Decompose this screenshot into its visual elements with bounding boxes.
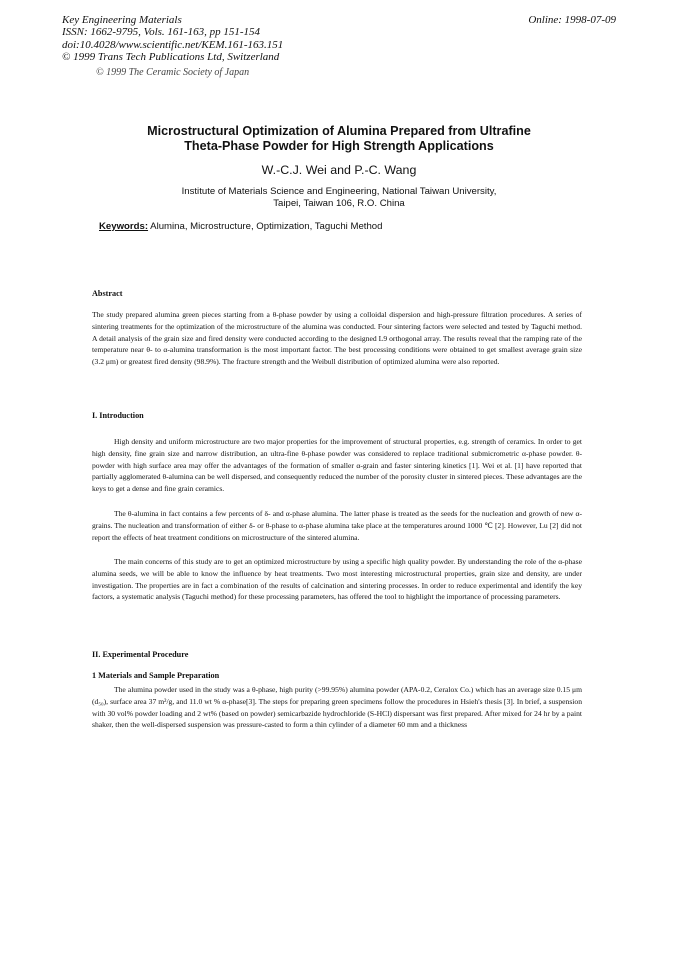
abstract-heading: Abstract <box>92 289 123 298</box>
materials-subheading: 1 Materials and Sample Preparation <box>92 671 220 680</box>
journal-header <box>62 14 283 64</box>
experimental-heading: II. Experimental Procedure <box>92 650 189 659</box>
keywords-label: Keywords: <box>99 221 149 232</box>
introduction-heading: I. Introduction <box>92 411 144 420</box>
affiliation <box>60 186 618 210</box>
intro-paragraph-2: The θ-alumina in fact contains a few percents of δ- and α-phase alumina. The latter phase is treated as the seeds for the nucleation and growth of new α-grains. The nucleation and transformation of either δ- or θ-phase to α-phase alumina take place at the temperatures around 1000 ℃ [2]. However, Lu [2] did not report the effects of heat treatment conditions on microstructure of the sintered alumina. <box>92 509 582 542</box>
experimental-paragraph-1: The alumina powder used in the study was a θ-phase, high purity (>99.95%) alumina powder (APA-0.2, Ceralox Co.) which has an average size 0.15 μm (d₅₀), surface area 37 m²/g, and 11.0 wt % α-phase[3]. The steps for preparing green specimens follow the procedures in Hsieh's thesis [3]. In brief, a suspension with 30 vol% powder loading and 2 wt% (based on powder) semicarbazide hydrochloride (S-HCl) dispersant was first prepared. After mixed for 24 hr by a paint shaker, then the well-dispersed suspension was pressure-casted to form a thin cylinder of a diameter 60 mm and a thickness <box>92 685 582 730</box>
online-date: Online: 1998-07-09 <box>528 14 616 26</box>
intro-paragraph-3: The main concerns of this study are to get an optimized microstructure by using a specific high quality powder. By understanding the role of the α-phase alumina seeds, we will be able to know the influence by heat treatments. Two most interesting microstructural properties, grain size and density, are under investigation. The properties are in fact a combination of the results of calcination and sintering processes. In order to reduce experimental and identify the key factors, a systematic analysis (Taguchi method) for these processing parameters, has offered the tool to highlight the importance of processing parameters. <box>92 557 582 602</box>
intro-paragraph-1: High density and uniform microstructure are two major properties for the improvement of structural properties, e.g. strength of ceramics. In order to get high density, fine grain size and narrow distribution, an ultra-fine θ-phase powder was considered to replace traditional submicrometric α-phase powder. θ-powder with high surface area may offer the advantages of the formation of smaller α-grain and faster sintering kinetics [1]. Wei et al. [1] have reported that partially agglomerated θ-alumina can be well dispersed, and consequently reduced the number of the porosity cluster in sintered pieces. These advantages are the keys to get a dense and fine grain ceramics. <box>92 437 582 494</box>
title-line-2: Theta-Phase Powder for High Strength Applications <box>184 139 494 153</box>
affiliation-line-1: Institute of Materials Science and Engineering, National Taiwan University, <box>181 186 497 197</box>
cropped-society-text: © 1999 The Ceramic Society of Japan <box>96 67 250 78</box>
keywords-text: Alumina, Microstructure, Optimization, Taguchi Method <box>148 221 383 232</box>
paper-title <box>60 124 618 154</box>
issn-line: ISSN: 1662-9795, Vols. 161-163, pp 151-154 <box>62 26 260 39</box>
keywords <box>99 221 382 232</box>
abstract-text: The study prepared alumina green pieces starting from a θ-phase powder by using a colloidal dispersion and high-pressure filtration procedures. A series of sintering treatments for the optimization of the microstructure of the alumina was conducted. Four sintering factors were selected and tested by Taguchi method. A detail analysis of the grain size and fired density were conducted according to the designed L9 orthogonal array. The results reveal that the ramping rate of the temperature near θ- to α-alumina transformation is the most important factor. The best processing conditions were obtained to get smallest average grain size (3.2 μm) or greatest fired density (98.9%). The fracture strength and the Weibull distribution of optimized alumina were also reported. <box>92 310 582 367</box>
cropped-society-line <box>96 67 250 78</box>
affiliation-line-2: Taipei, Taiwan 106, R.O. China <box>273 198 405 209</box>
title-line-1: Microstructural Optimization of Alumina Prepared from Ultrafine <box>147 124 531 138</box>
copyright-line: © 1999 Trans Tech Publications Ltd, Switzerland <box>62 51 280 64</box>
doi-line: doi:10.4028/www.scientific.net/KEM.161-163.151 <box>62 38 284 51</box>
journal-name: Key Engineering Materials <box>62 14 182 26</box>
authors: W.-C.J. Wei and P.-C. Wang <box>261 163 417 177</box>
